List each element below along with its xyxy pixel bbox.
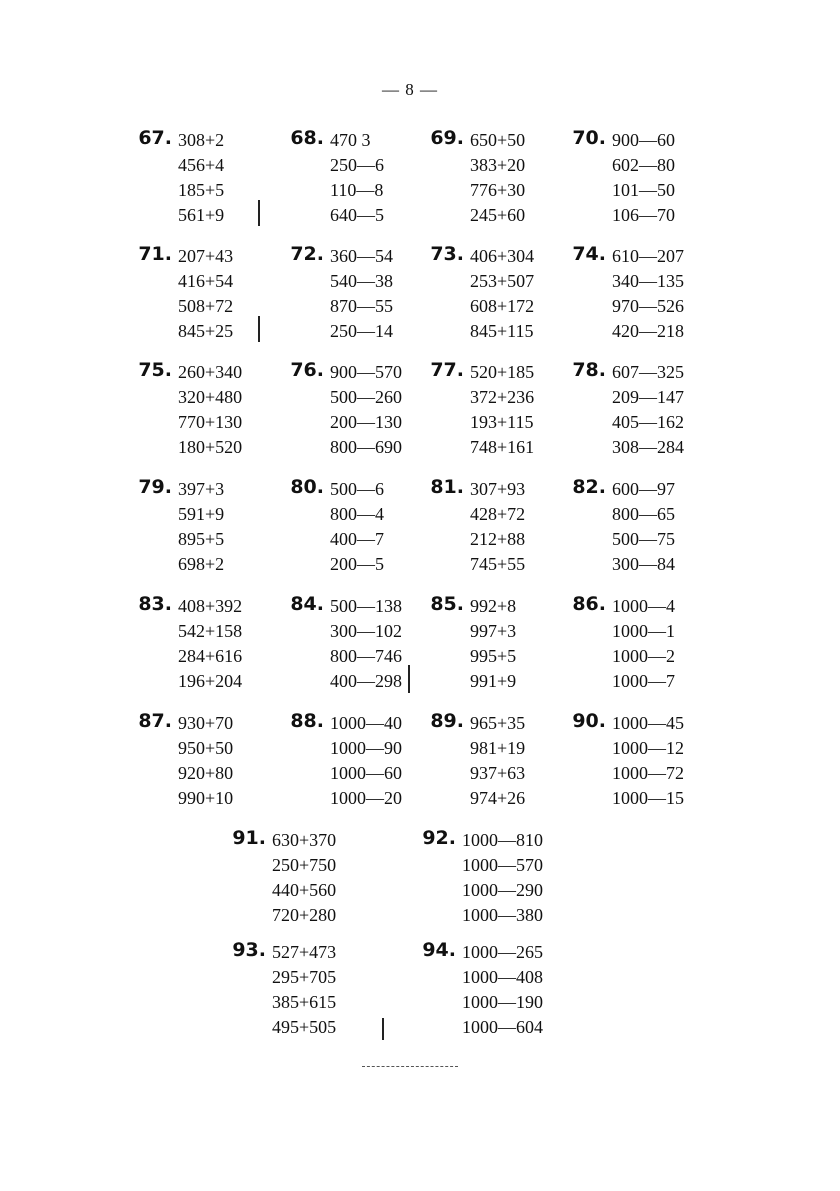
arithmetic-problem: 995+5 — [470, 646, 517, 666]
arithmetic-problem: 1000—12 — [612, 738, 684, 758]
arithmetic-problem: 307+93 — [470, 479, 526, 499]
exercise-number: 81. — [430, 476, 464, 498]
arithmetic-problem: 308+2 — [178, 130, 225, 150]
arithmetic-problem: 383+20 — [470, 155, 526, 175]
arithmetic-problem: 950+50 — [178, 738, 234, 758]
exercise-78 — [572, 359, 762, 460]
exercise-number: 93. — [232, 939, 266, 961]
exercise-number: 88. — [290, 710, 324, 732]
arithmetic-problem: 900—570 — [330, 362, 402, 382]
arithmetic-problem: 212+88 — [470, 529, 526, 549]
exercise-82 — [572, 476, 762, 577]
arithmetic-problem: 1000—72 — [612, 763, 684, 783]
margin-mark — [382, 1018, 384, 1040]
exercise-94 — [422, 939, 612, 1040]
arithmetic-problem: 193+115 — [470, 412, 534, 432]
exercise-number: 68. — [290, 127, 324, 149]
exercise-number: 87. — [138, 710, 172, 732]
arithmetic-problem: 508+72 — [178, 296, 234, 316]
arithmetic-problem: 937+63 — [470, 763, 526, 783]
arithmetic-problem: 970—526 — [612, 296, 684, 316]
arithmetic-problem: 748+161 — [470, 437, 535, 457]
arithmetic-problem: 250+750 — [272, 855, 337, 875]
arithmetic-problem: 870—55 — [330, 296, 393, 316]
arithmetic-problem: 561+9 — [178, 205, 225, 225]
arithmetic-problem: 1000—4 — [612, 596, 675, 616]
exercise-90 — [572, 710, 762, 811]
arithmetic-problem: 602—80 — [612, 155, 675, 175]
arithmetic-problem: 1000—40 — [330, 713, 402, 733]
arithmetic-problem: 1000—810 — [462, 830, 543, 850]
arithmetic-problem: 1000—15 — [612, 788, 684, 808]
exercise-93 — [232, 939, 422, 1040]
exercise-number: 74. — [572, 243, 606, 265]
exercise-number: 70. — [572, 127, 606, 149]
arithmetic-problem: 440+560 — [272, 880, 337, 900]
exercise-number: 76. — [290, 359, 324, 381]
arithmetic-problem: 196+204 — [178, 671, 243, 691]
arithmetic-problem: 500—6 — [330, 479, 384, 499]
arithmetic-problem: 106—70 — [612, 205, 675, 225]
arithmetic-problem: 1000—20 — [330, 788, 402, 808]
exercise-92 — [422, 827, 612, 928]
arithmetic-problem: 500—75 — [612, 529, 675, 549]
arithmetic-problem: 1000—60 — [330, 763, 402, 783]
arithmetic-problem: 300—84 — [612, 554, 675, 574]
arithmetic-problem: 845+25 — [178, 321, 234, 341]
exercise-74 — [572, 243, 762, 344]
arithmetic-problem: 500—260 — [330, 387, 402, 407]
margin-mark — [258, 200, 260, 226]
arithmetic-problem: 456+4 — [178, 155, 225, 175]
arithmetic-problem: 1000—265 — [462, 942, 543, 962]
arithmetic-problem: 1000—570 — [462, 855, 543, 875]
arithmetic-problem: 997+3 — [470, 621, 517, 641]
arithmetic-problem: 776+30 — [470, 180, 526, 200]
arithmetic-problem: 800—690 — [330, 437, 402, 457]
arithmetic-problem: 991+9 — [470, 671, 517, 691]
arithmetic-problem: 200—5 — [330, 554, 384, 574]
arithmetic-problem: 520+185 — [470, 362, 535, 382]
exercise-number: 69. — [430, 127, 464, 149]
arithmetic-problem: 920+80 — [178, 763, 234, 783]
arithmetic-problem: 1000—2 — [612, 646, 675, 666]
arithmetic-problem: 1000—45 — [612, 713, 684, 733]
arithmetic-problem: 400—7 — [330, 529, 384, 549]
arithmetic-problem: 1000—90 — [330, 738, 402, 758]
arithmetic-problem: 610—207 — [612, 246, 684, 266]
arithmetic-problem: 930+70 — [178, 713, 234, 733]
margin-mark — [258, 316, 260, 342]
arithmetic-problem: 527+473 — [272, 942, 337, 962]
exercise-number: 85. — [430, 593, 464, 615]
exercise-number: 80. — [290, 476, 324, 498]
exercise-number: 77. — [430, 359, 464, 381]
margin-mark — [408, 665, 410, 693]
exercise-number: 84. — [290, 593, 324, 615]
arithmetic-problem: 800—746 — [330, 646, 402, 666]
arithmetic-problem: 340—135 — [612, 271, 684, 291]
arithmetic-problem: 209—147 — [612, 387, 684, 407]
arithmetic-problem: 630+370 — [272, 830, 337, 850]
exercise-86 — [572, 593, 762, 694]
exercise-number: 89. — [430, 710, 464, 732]
arithmetic-problem: 372+236 — [470, 387, 535, 407]
arithmetic-problem: 308—284 — [612, 437, 684, 457]
arithmetic-problem: 1000—604 — [462, 1017, 543, 1037]
arithmetic-problem: 500—138 — [330, 596, 402, 616]
arithmetic-problem: 110—8 — [330, 180, 384, 200]
arithmetic-problem: 600—97 — [612, 479, 675, 499]
arithmetic-problem: 320+480 — [178, 387, 243, 407]
arithmetic-problem: 253+507 — [470, 271, 535, 291]
exercise-91 — [232, 827, 422, 928]
arithmetic-problem: 640—5 — [330, 205, 384, 225]
arithmetic-problem: 607—325 — [612, 362, 684, 382]
arithmetic-problem: 650+50 — [470, 130, 526, 150]
arithmetic-problem: 260+340 — [178, 362, 243, 382]
arithmetic-problem: 300—102 — [330, 621, 402, 641]
arithmetic-problem: 800—65 — [612, 504, 675, 524]
exercise-number: 72. — [290, 243, 324, 265]
arithmetic-problem: 992+8 — [470, 596, 517, 616]
arithmetic-problem: 406+304 — [470, 246, 535, 266]
arithmetic-problem: 416+54 — [178, 271, 234, 291]
arithmetic-problem: 974+26 — [470, 788, 526, 808]
arithmetic-problem: 900—60 — [612, 130, 675, 150]
arithmetic-problem: 385+615 — [272, 992, 337, 1012]
exercise-number: 86. — [572, 593, 606, 615]
exercise-number: 75. — [138, 359, 172, 381]
exercise-number: 82. — [572, 476, 606, 498]
exercise-number: 90. — [572, 710, 606, 732]
exercise-number: 78. — [572, 359, 606, 381]
exercise-number: 91. — [232, 827, 266, 849]
arithmetic-problem: 770+130 — [178, 412, 243, 432]
arithmetic-problem: 400—298 — [330, 671, 402, 691]
arithmetic-problem: 608+172 — [470, 296, 535, 316]
footer-rule — [362, 1066, 458, 1069]
arithmetic-problem: 698+2 — [178, 554, 225, 574]
arithmetic-problem: 200—130 — [330, 412, 402, 432]
arithmetic-problem: 360—54 — [330, 246, 393, 266]
arithmetic-problem: 405—162 — [612, 412, 684, 432]
arithmetic-problem: 284+616 — [178, 646, 243, 666]
arithmetic-problem: 720+280 — [272, 905, 337, 925]
exercise-70 — [572, 127, 762, 228]
arithmetic-problem: 800—4 — [330, 504, 384, 524]
arithmetic-problem: 408+392 — [178, 596, 243, 616]
arithmetic-problem: 1000—290 — [462, 880, 543, 900]
arithmetic-problem: 420—218 — [612, 321, 684, 341]
arithmetic-problem: 185+5 — [178, 180, 225, 200]
arithmetic-problem: 295+705 — [272, 967, 337, 987]
exercise-number: 79. — [138, 476, 172, 498]
exercise-number: 92. — [422, 827, 456, 849]
arithmetic-problem: 1000—1 — [612, 621, 675, 641]
arithmetic-problem: 540—38 — [330, 271, 393, 291]
arithmetic-problem: 180+520 — [178, 437, 243, 457]
arithmetic-problem: 1000—7 — [612, 671, 675, 691]
arithmetic-problem: 1000—190 — [462, 992, 543, 1012]
arithmetic-problem: 1000—408 — [462, 967, 543, 987]
exercise-number: 94. — [422, 939, 456, 961]
arithmetic-problem: 245+60 — [470, 205, 526, 225]
arithmetic-problem: 591+9 — [178, 504, 225, 524]
exercise-number: 73. — [430, 243, 464, 265]
arithmetic-problem: 981+19 — [470, 738, 526, 758]
arithmetic-problem: 101—50 — [612, 180, 675, 200]
exercise-number: 83. — [138, 593, 172, 615]
arithmetic-problem: 990+10 — [178, 788, 234, 808]
arithmetic-problem: 965+35 — [470, 713, 526, 733]
arithmetic-problem: 495+505 — [272, 1017, 337, 1037]
exercise-number: 67. — [138, 127, 172, 149]
arithmetic-problem: 250—6 — [330, 155, 384, 175]
arithmetic-problem: 207+43 — [178, 246, 234, 266]
arithmetic-problem: 470 3 — [330, 130, 371, 150]
arithmetic-problem: 895+5 — [178, 529, 225, 549]
arithmetic-problem: 1000—380 — [462, 905, 543, 925]
arithmetic-problem: 542+158 — [178, 621, 243, 641]
arithmetic-problem: 845+115 — [470, 321, 534, 341]
page-number: — 8 — — [382, 80, 438, 99]
exercise-number: 71. — [138, 243, 172, 265]
arithmetic-problem: 745+55 — [470, 554, 526, 574]
arithmetic-problem: 397+3 — [178, 479, 225, 499]
arithmetic-problem: 250—14 — [330, 321, 393, 341]
arithmetic-problem: 428+72 — [470, 504, 526, 524]
